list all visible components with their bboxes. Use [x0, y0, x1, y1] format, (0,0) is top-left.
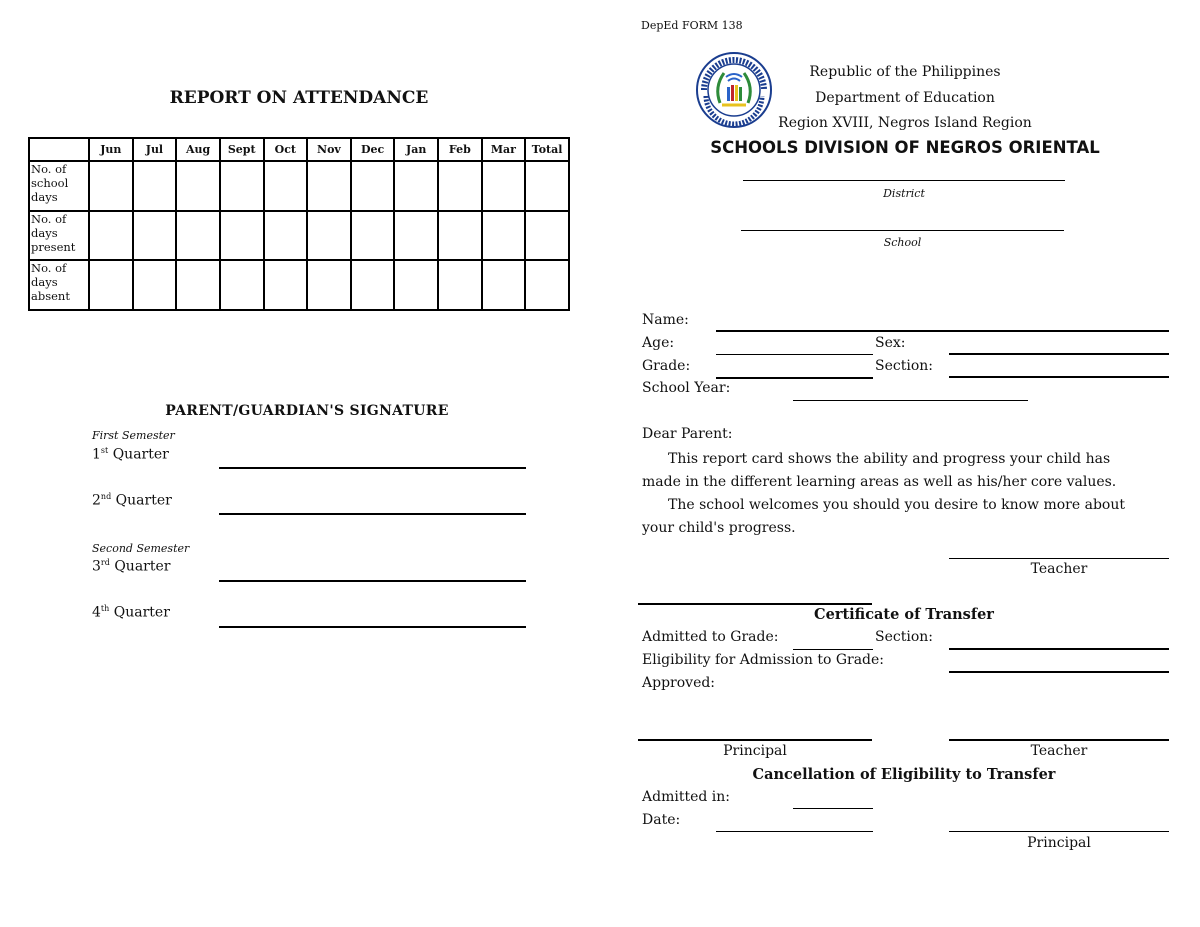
- letter-salutation: Dear Parent:: [642, 426, 733, 442]
- attendance-cell[interactable]: [482, 161, 526, 211]
- cancellation-principal-signature-line[interactable]: [949, 831, 1169, 832]
- attendance-cell[interactable]: [351, 260, 395, 310]
- attendance-corner-cell: [29, 138, 89, 161]
- month-header: Jun: [89, 138, 133, 161]
- attendance-cell[interactable]: [133, 211, 177, 261]
- transfer-teacher-signature-line[interactable]: [949, 739, 1169, 741]
- admitted-grade-field[interactable]: [793, 649, 873, 650]
- school-year-field[interactable]: [793, 400, 1028, 401]
- letter-paragraph-2: The school welcomes you should you desire to know more about your child's progress.: [642, 497, 1125, 536]
- attendance-cell[interactable]: [482, 211, 526, 261]
- quarter-word: Quarter: [112, 446, 169, 463]
- attendance-cell[interactable]: [176, 260, 220, 310]
- attendance-table: [28, 137, 570, 311]
- header-republic: Republic of the Philippines: [809, 64, 1001, 80]
- table-row: [29, 161, 569, 211]
- transfer-teacher-label: Teacher: [1030, 743, 1088, 759]
- header-division: SCHOOLS DIVISION OF NEGROS ORIENTAL: [710, 138, 1100, 157]
- principal-signature-line[interactable]: [638, 739, 872, 741]
- cancellation-principal-label: Principal: [1027, 835, 1091, 851]
- month-header: Sept: [220, 138, 264, 161]
- attendance-cell[interactable]: [176, 161, 220, 211]
- ordinal-suffix: st: [100, 446, 109, 455]
- attendance-cell[interactable]: [525, 161, 569, 211]
- attendance-header-row: [29, 138, 569, 161]
- attendance-cell[interactable]: [89, 260, 133, 310]
- attendance-cell[interactable]: [438, 260, 482, 310]
- attendance-cell[interactable]: [89, 161, 133, 211]
- attendance-cell[interactable]: [438, 211, 482, 261]
- quarter-2-signature-line[interactable]: [219, 513, 526, 515]
- name-field[interactable]: [716, 330, 1169, 332]
- sex-field[interactable]: [949, 353, 1169, 355]
- eligibility-label: Eligibility for Admission to Grade:: [642, 652, 885, 668]
- attendance-cell[interactable]: [351, 161, 395, 211]
- quarter-1-signature-line[interactable]: [219, 467, 526, 469]
- attendance-cell[interactable]: [307, 260, 351, 310]
- quarter-word: Quarter: [113, 604, 170, 621]
- date-label: Date:: [642, 812, 681, 828]
- quarter-4-signature-line[interactable]: [219, 626, 526, 628]
- month-header: Mar: [482, 138, 526, 161]
- principal-label: Principal: [723, 743, 787, 759]
- month-header: Dec: [351, 138, 395, 161]
- attendance-cell[interactable]: [264, 260, 308, 310]
- section-label: Section:: [875, 358, 933, 374]
- attendance-cell[interactable]: [133, 260, 177, 310]
- attendance-cell[interactable]: [220, 211, 264, 261]
- district-label: District: [883, 187, 925, 200]
- form-code: DepEd FORM 138: [641, 19, 743, 32]
- attendance-cell[interactable]: [264, 161, 308, 211]
- signature-title: PARENT/GUARDIAN'S SIGNATURE: [165, 403, 449, 419]
- age-label: Age:: [642, 335, 675, 351]
- quarter-1-label: [92, 446, 169, 463]
- attendance-cell[interactable]: [307, 161, 351, 211]
- attendance-cell[interactable]: [220, 161, 264, 211]
- month-header: Feb: [438, 138, 482, 161]
- attendance-cell[interactable]: [525, 211, 569, 261]
- name-label: Name:: [642, 312, 689, 328]
- first-semester-label: First Semester: [92, 429, 175, 442]
- grade-label: Grade:: [642, 358, 691, 374]
- month-header: Aug: [176, 138, 220, 161]
- header-region: Region XVIII, Negros Island Region: [778, 115, 1032, 131]
- attendance-cell[interactable]: [133, 161, 177, 211]
- eligibility-field[interactable]: [949, 671, 1169, 673]
- ordinal-suffix: rd: [100, 558, 110, 567]
- quarter-number: 1: [92, 446, 101, 463]
- teacher-signature-line[interactable]: [949, 558, 1169, 559]
- attendance-cell[interactable]: [394, 161, 438, 211]
- transfer-title: Certificate of Transfer: [814, 606, 994, 623]
- teacher-label: Teacher: [1030, 561, 1088, 577]
- admitted-in-field[interactable]: [793, 808, 873, 809]
- school-label: School: [883, 236, 922, 249]
- school-year-label: School Year:: [642, 380, 731, 396]
- attendance-cell[interactable]: [482, 260, 526, 310]
- attendance-cell[interactable]: [220, 260, 264, 310]
- total-header: Total: [525, 138, 569, 161]
- date-field[interactable]: [716, 831, 873, 832]
- letter-paragraph-1: This report card shows the ability and progress your child has made in the different learning areas as well as his/her core values.: [642, 451, 1117, 490]
- quarter-number: 3: [92, 558, 101, 575]
- attendance-cell[interactable]: [176, 211, 220, 261]
- quarter-3-signature-line[interactable]: [219, 580, 526, 582]
- district-line[interactable]: [743, 180, 1065, 181]
- transfer-section-field[interactable]: [949, 648, 1169, 650]
- second-semester-label: Second Semester: [92, 542, 190, 555]
- quarter-2-label: [92, 492, 172, 509]
- attendance-cell[interactable]: [264, 211, 308, 261]
- header-department: Department of Education: [815, 90, 995, 106]
- section-field[interactable]: [949, 376, 1169, 378]
- sex-label: Sex:: [875, 335, 906, 351]
- row-label-school-days: No. of school days: [29, 161, 89, 211]
- quarter-word: Quarter: [115, 492, 172, 509]
- quarter-3-label: [92, 558, 170, 575]
- attendance-cell[interactable]: [89, 211, 133, 261]
- admitted-grade-label: Admitted to Grade:: [642, 629, 779, 645]
- ordinal-suffix: nd: [100, 492, 112, 501]
- transfer-section-label: Section:: [875, 629, 933, 645]
- ordinal-suffix: th: [100, 604, 110, 613]
- school-line[interactable]: [741, 230, 1064, 231]
- cancellation-title: Cancellation of Eligibility to Transfer: [752, 766, 1056, 783]
- row-label-days-absent: No. of days absent: [29, 260, 89, 310]
- quarter-4-label: [92, 604, 170, 621]
- grade-field[interactable]: [716, 377, 873, 379]
- admitted-in-label: Admitted in:: [642, 789, 730, 805]
- quarter-word: Quarter: [114, 558, 171, 575]
- attendance-cell[interactable]: [394, 260, 438, 310]
- approved-label: Approved:: [642, 675, 716, 691]
- month-header: Jan: [394, 138, 438, 161]
- month-header: Jul: [133, 138, 177, 161]
- month-header: Nov: [307, 138, 351, 161]
- table-row: [29, 211, 569, 261]
- row-label-days-present: No. of days present: [29, 211, 89, 261]
- table-row: [29, 260, 569, 310]
- attendance-cell[interactable]: [394, 211, 438, 261]
- quarter-number: 2: [92, 492, 101, 509]
- age-field[interactable]: [716, 354, 873, 355]
- attendance-cell[interactable]: [307, 211, 351, 261]
- attendance-title: REPORT ON ATTENDANCE: [169, 88, 429, 108]
- quarter-number: 4: [92, 604, 101, 621]
- attendance-cell[interactable]: [438, 161, 482, 211]
- attendance-cell[interactable]: [351, 211, 395, 261]
- month-header: Oct: [264, 138, 308, 161]
- section-divider-line: [638, 603, 872, 605]
- attendance-cell[interactable]: [525, 260, 569, 310]
